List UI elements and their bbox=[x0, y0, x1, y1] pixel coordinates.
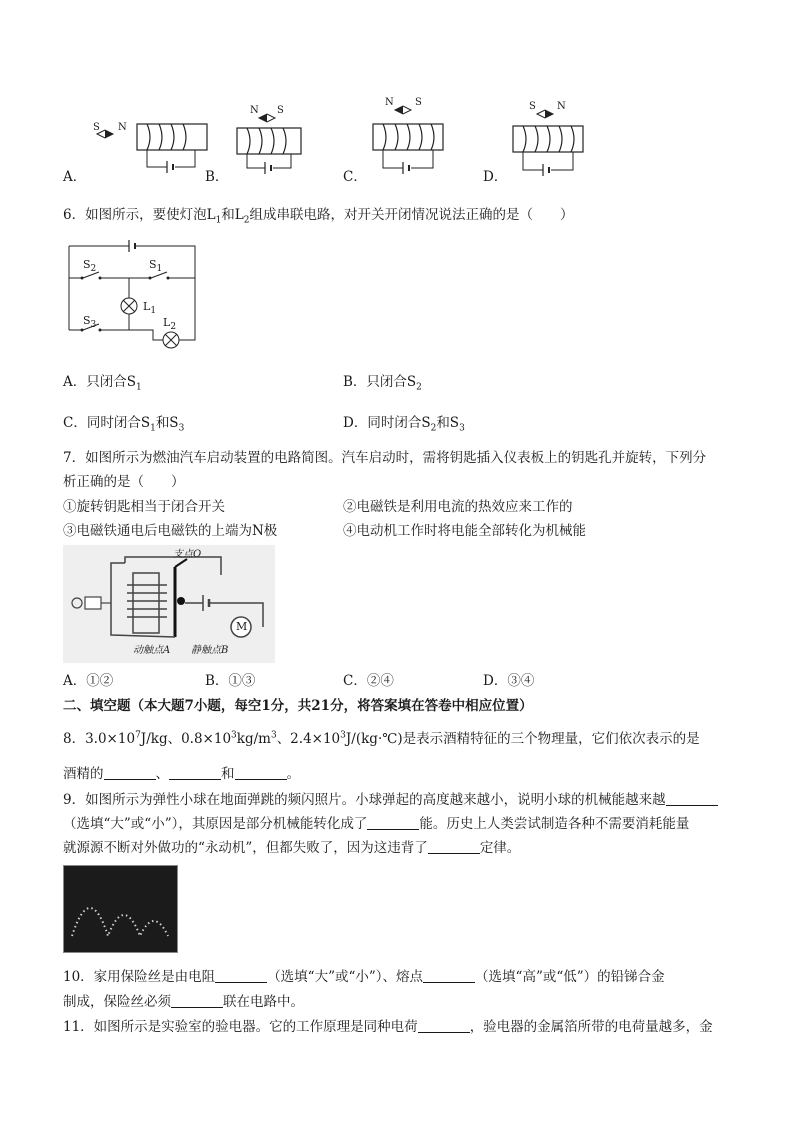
q7-stem-line1: 7．如图所示为燃油汽车启动装置的电路简图。汽车启动时，需将钥匙插入仪表板上的钥匙孔并旋转，下列分 bbox=[63, 450, 707, 466]
answer-blank[interactable] bbox=[418, 1018, 470, 1033]
q7-option-b[interactable]: B．①③ bbox=[205, 673, 256, 689]
q5-option-b[interactable] bbox=[205, 100, 320, 185]
q8-line2: 酒精的 、 和 。 bbox=[63, 766, 300, 782]
motor-label: M bbox=[236, 620, 248, 633]
l2-label: $L_2$ bbox=[163, 316, 177, 333]
needle-right-label: S bbox=[277, 105, 284, 116]
q9-line2: （选填“大”或“小”），其原因是部分机械能转化成了 能。历史上人类尝试制造各种不需要消耗能量 bbox=[63, 816, 690, 832]
q9-line3: 就源源不断对外做功的“永动机”，但都失败了，因为这违背了 定律。 bbox=[63, 840, 521, 856]
q5-option-c[interactable] bbox=[343, 96, 458, 185]
q7-option-c[interactable]: C．②④ bbox=[343, 673, 394, 689]
static-contact-label: 静触点B bbox=[191, 645, 229, 656]
needle-left-label: N bbox=[385, 97, 394, 108]
q7-stem-line2: 析正确的是（ ） bbox=[63, 474, 185, 490]
option-letter: D． bbox=[483, 169, 508, 185]
q7-option-d[interactable]: D．③④ bbox=[483, 673, 535, 689]
pivot-label: 支点O bbox=[173, 549, 202, 560]
answer-blank[interactable] bbox=[215, 968, 267, 983]
q7-statement-2: ②电磁铁是利用电流的热效应来工作的 bbox=[343, 499, 573, 515]
needle-left-label: N bbox=[250, 105, 259, 116]
q7-starter-circuit-figure bbox=[63, 545, 275, 663]
q10-line2: 制成，保险丝必须 联在电路中。 bbox=[63, 994, 304, 1010]
q7-option-a[interactable]: A．①② bbox=[63, 673, 114, 689]
q7-statement-4: ④电动机工作时将电能全部转化为机械能 bbox=[343, 523, 586, 539]
q7-statement-3: ③电磁铁通电后电磁铁的上端为N极 bbox=[63, 523, 278, 539]
option-letter: A． bbox=[63, 169, 87, 185]
option-letter: B． bbox=[205, 169, 229, 185]
q6-option-d[interactable]: D．同时闭合$S_2$和$S_3$ bbox=[343, 415, 465, 434]
answer-blank[interactable] bbox=[235, 765, 287, 780]
q6-option-a[interactable]: A．只闭合$S_1$ bbox=[63, 374, 142, 393]
answer-blank[interactable] bbox=[423, 968, 475, 983]
q6-option-c[interactable]: C．同时闭合$S_1$和$S_3$ bbox=[63, 415, 185, 434]
answer-blank[interactable] bbox=[169, 765, 221, 780]
moving-contact-label: 动触点A bbox=[133, 645, 171, 656]
q7-statement-1: ①旋转钥匙相当于闭合开关 bbox=[63, 499, 225, 515]
q6-stem: 6．如图所示，要使灯泡$L_1$和$L_2$组成串联电路，对开关开闭情况说法正确的是（ ） bbox=[63, 207, 574, 226]
option-letter: C． bbox=[343, 169, 367, 185]
s1-label: $S_1$ bbox=[149, 258, 163, 275]
needle-left-label: S bbox=[93, 122, 100, 133]
answer-blank[interactable] bbox=[428, 839, 480, 854]
l1-label: $L_1$ bbox=[143, 300, 157, 317]
q5-option-d[interactable] bbox=[483, 98, 598, 185]
s2-label: $S_2$ bbox=[83, 258, 97, 275]
answer-blank[interactable] bbox=[171, 993, 223, 1008]
needle-left-label: S bbox=[529, 101, 536, 112]
needle-right-label: N bbox=[557, 101, 566, 112]
answer-blank[interactable] bbox=[666, 791, 718, 806]
q6-circuit-figure bbox=[63, 236, 203, 354]
q11-line1: 11．如图所示是实验室的验电器。它的工作原理是同种电荷 ，验电器的金属箔所带的电荷量越多，金 bbox=[63, 1019, 713, 1035]
q10-line1: 10．家用保险丝是由电阻 （选填“大”或“小”）、熔点 （选填“高”或“低”）的铅锑合金 bbox=[63, 969, 665, 985]
needle-right-label: N bbox=[118, 122, 127, 133]
q8-line1: 8．$3.0\times 10^7J/kg$、$0.8\times 10^3kg/m^3$、$2.4\times 10^3J/(kg\cdot℃)$是表示酒精特征的三个物理量，它们依次表示的是 bbox=[63, 730, 700, 747]
q5-option-a[interactable] bbox=[63, 112, 213, 185]
bouncing-ball-photo bbox=[63, 865, 178, 953]
q6-option-b[interactable]: B．只闭合$S_2$ bbox=[343, 374, 422, 393]
answer-blank[interactable] bbox=[367, 815, 419, 830]
section-heading: 二、填空题（本大题7小题，每空1分，共21分，将答案填在答卷中相应位置） bbox=[63, 698, 533, 714]
s3-label: $S_3$ bbox=[83, 314, 97, 331]
q9-line1: 9．如图所示为弹性小球在地面弹跳的频闪照片。小球弹起的高度越来越小，说明小球的机械能越来越 bbox=[63, 788, 718, 808]
needle-right-label: S bbox=[415, 97, 422, 108]
answer-blank[interactable] bbox=[104, 765, 156, 780]
